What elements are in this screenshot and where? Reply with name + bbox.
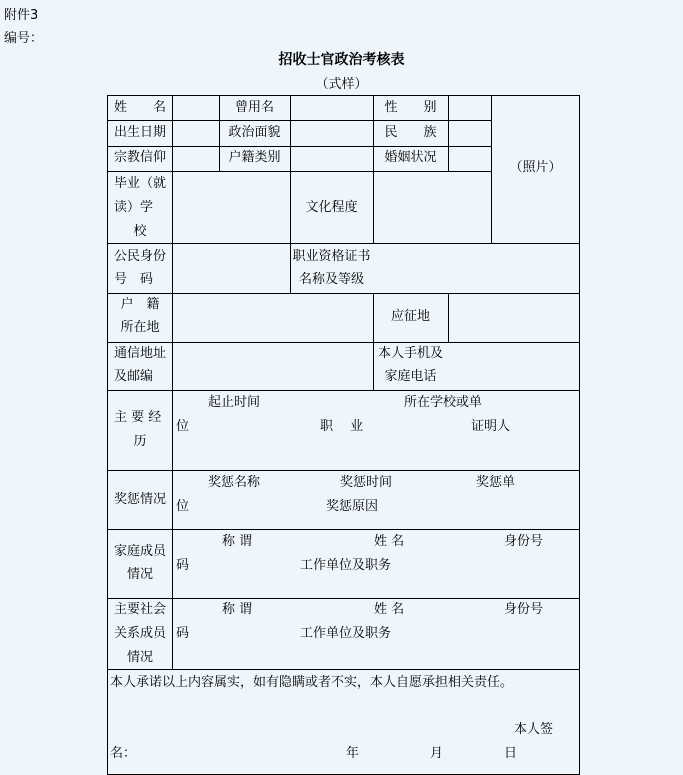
former-name-label: 曾用名 (234, 100, 274, 115)
household-type-label: 户籍类别 (228, 150, 281, 165)
certificate-label-line2: 名称及等级 (298, 272, 364, 287)
exp-school-header-wrap: 位 (176, 419, 190, 434)
attachment-label: 附件3 (4, 8, 39, 23)
award-reason-header: 奖惩原因 (326, 499, 379, 514)
signature-label-line2: 名： (110, 746, 137, 761)
award-name-header: 奖惩名称 (208, 475, 261, 490)
family-name-header: 姓 名 (374, 534, 405, 549)
awards-label: 奖惩情况 (113, 492, 166, 507)
social-title-header: 称 谓 (222, 602, 253, 617)
religion-label: 宗教信仰 (113, 150, 166, 165)
address-label-line2: 及邮编 (114, 369, 154, 384)
hukou-label-line1: 户 籍 (120, 297, 160, 312)
date-day-label: 日 (504, 746, 518, 761)
political-status-label: 政治面貌 (228, 125, 281, 140)
social-id-header: 身份号 (504, 602, 544, 617)
award-unit-header-wrap: 位 (176, 499, 190, 514)
school-label-line2: 读）学 (114, 200, 154, 215)
phone-label-line1: 本人手机及 (377, 346, 443, 361)
photo-placeholder: （照片） (509, 160, 562, 175)
family-id-header: 身份号 (504, 534, 544, 549)
birth-date-label: 出生日期 (113, 125, 166, 140)
phone-label-line2: 家庭电话 (384, 369, 437, 384)
enlist-place-label: 应征地 (390, 309, 430, 324)
name-label: 姓 名 (113, 100, 166, 115)
family-label-line1: 家庭成员 (114, 544, 167, 559)
family-label-line2: 情况 (126, 567, 153, 582)
date-month-label: 月 (430, 746, 444, 761)
school-label-line1: 毕业（就 (114, 176, 167, 191)
id-number-label-line2: 号 码 (114, 272, 154, 287)
exp-witness-header: 证明人 (471, 419, 511, 434)
award-time-header: 奖惩时间 (340, 475, 393, 490)
social-id-header-wrap: 码 (176, 626, 190, 641)
certificate-label-line1: 职业资格证书 (292, 249, 371, 264)
id-number-label-line1: 公民身份 (114, 249, 167, 264)
family-work-header: 工作单位及职务 (300, 558, 392, 573)
exp-time-header: 起止时间 (208, 395, 261, 410)
date-year-label: 年 (346, 746, 360, 761)
signature-label-line1: 本人签 (514, 722, 554, 737)
form-title: 招收士官政治考核表 (278, 52, 405, 68)
marital-status-label: 婚姻状况 (384, 150, 437, 165)
social-label-line3: 情况 (126, 650, 153, 665)
form-subtitle: （式样） (315, 77, 368, 92)
hukou-label-line2: 所在地 (120, 320, 160, 335)
family-title-header: 称 谓 (222, 534, 253, 549)
exp-job-header: 职 业 (320, 419, 364, 434)
social-name-header: 姓 名 (374, 602, 405, 617)
school-label-line3: 校 (133, 224, 147, 239)
social-label-line1: 主要社会 (114, 602, 167, 617)
pledge-text: 本人承诺以上内容属实，如有隐瞒或者不实，本人自愿承担相关责任。 (110, 675, 514, 690)
social-label-line2: 关系成员 (114, 626, 167, 641)
experience-label-line1: 主 要 经 (114, 410, 162, 425)
address-label-line1: 通信地址 (114, 346, 167, 361)
experience-label-line2: 历 (133, 434, 147, 449)
education-label: 文化程度 (305, 200, 358, 215)
social-work-header: 工作单位及职务 (300, 626, 392, 641)
gender-label: 性 别 (384, 100, 437, 115)
award-unit-header: 奖惩单 (476, 475, 516, 490)
political-review-form (107, 95, 580, 775)
exp-school-header: 所在学校或单 (404, 395, 483, 410)
family-id-header-wrap: 码 (176, 558, 190, 573)
ethnicity-label: 民 族 (384, 125, 437, 140)
serial-number-label: 编号： (4, 31, 44, 46)
